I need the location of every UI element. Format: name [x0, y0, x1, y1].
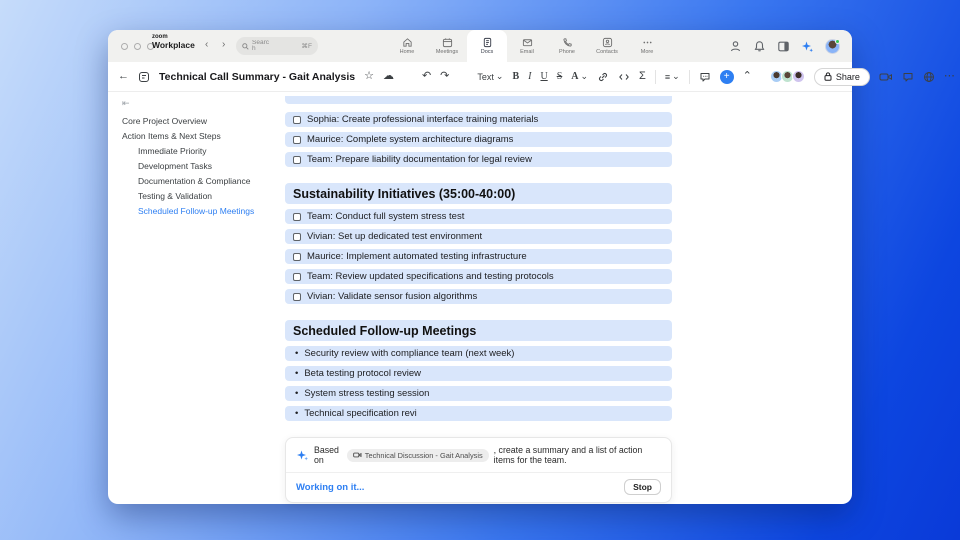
bullet-label: • Beta testing protocol review [295, 368, 421, 379]
tab-email[interactable]: Email [507, 30, 547, 62]
document-content [285, 96, 672, 503]
collaborator-avatar[interactable] [792, 70, 805, 83]
checkbox[interactable] [293, 233, 301, 241]
bullet-row[interactable] [285, 346, 672, 361]
header-right-icons [729, 30, 840, 62]
sidebar-item-action-items[interactable]: Action Items & Next Steps [122, 131, 221, 141]
back-arrow-icon[interactable]: ← [118, 70, 129, 82]
bullet-label: • System stress testing session [295, 388, 429, 399]
checkbox[interactable] [293, 136, 301, 144]
phone-icon [562, 37, 573, 48]
tab-phone[interactable]: Phone [547, 30, 587, 62]
nav-forward-icon[interactable]: › [222, 39, 226, 50]
toolbar-divider [689, 70, 690, 84]
profile-icon[interactable] [729, 40, 742, 53]
notifications-bell-icon[interactable] [753, 40, 766, 53]
section-heading-sustainability: Sustainability Initiatives (35:00-40:00) [285, 183, 672, 204]
sidebar-item-development-tasks[interactable]: Development Tasks [138, 161, 213, 171]
chevron-down-icon: ⌄ [495, 71, 504, 81]
doc-icon [482, 37, 493, 48]
align-icon: ≡ [664, 71, 671, 82]
checkbox[interactable] [293, 213, 301, 221]
text-style-dropdown[interactable]: Text ⌄ [477, 71, 504, 82]
collaborator-avatars [770, 70, 805, 83]
comment-icon[interactable] [699, 71, 711, 83]
task-row[interactable] [285, 112, 672, 127]
globe-icon[interactable] [923, 71, 935, 83]
doc-home-icon[interactable] [138, 71, 150, 83]
calendar-icon [442, 37, 453, 48]
task-label: Sophia: Create professional interface training materials [307, 114, 539, 125]
bullet-label: • Security review with compliance team (next week) [295, 348, 514, 359]
sidebar-item-scheduled-follow-up-meetings[interactable]: Scheduled Follow-up Meetings [138, 206, 255, 216]
code-icon[interactable] [618, 71, 630, 83]
task-label: Vivian: Set up dedicated test environment [307, 231, 483, 242]
bold-button[interactable]: B [512, 70, 520, 82]
contacts-icon [602, 37, 613, 48]
task-label: Maurice: Complete system architecture diagrams [307, 134, 514, 145]
sidebar-item-testing-validation[interactable]: Testing & Validation [138, 191, 213, 201]
doc-title: Technical Call Summary - Gait Analysis [159, 70, 356, 83]
presence-dot [835, 39, 840, 44]
chevron-down-icon: ⌄ [580, 71, 589, 81]
recording-icon [353, 451, 362, 459]
undo-icon[interactable]: ↶ [421, 70, 432, 82]
lock-icon [824, 72, 832, 81]
share-button[interactable]: Share [814, 68, 870, 86]
search-placeholder: Search [252, 39, 269, 52]
formula-sigma-icon[interactable]: Σ [639, 70, 646, 82]
ai-prompt-prefix: Based on [314, 445, 339, 465]
sidebar-item-immediate-priority[interactable]: Immediate Priority [138, 146, 207, 156]
window-controls[interactable] [121, 43, 154, 50]
source-doc-chip[interactable] [347, 449, 489, 462]
search-input[interactable] [236, 37, 318, 55]
main-tabs [387, 30, 667, 62]
redo-icon[interactable]: ↷ [440, 70, 450, 82]
video-camera-icon[interactable] [879, 71, 893, 83]
ai-status-text: Working on it... [296, 481, 365, 493]
ai-prompt-suffix: , create a summary and a list of action items for the team. [493, 445, 643, 465]
mail-icon [522, 37, 533, 48]
checkbox[interactable] [293, 156, 301, 164]
app-window [108, 30, 955, 504]
task-label: Maurice: Implement automated testing infrastructure [307, 251, 527, 262]
underline-button[interactable]: U [540, 70, 548, 82]
source-doc-name: Technical Discussion - Gait Analysis [364, 450, 483, 460]
stop-button[interactable]: Stop [624, 479, 661, 495]
task-row[interactable] [285, 249, 672, 264]
strikethrough-button[interactable]: S [556, 70, 563, 82]
align-dropdown[interactable] [665, 71, 680, 82]
sidebar-item-core-project-overview[interactable]: Core Project Overview [122, 116, 208, 126]
chevron-down-icon: ⌄ [672, 71, 680, 81]
tab-contacts[interactable]: Contacts [587, 30, 627, 62]
task-row[interactable] [285, 209, 672, 224]
task-row[interactable] [285, 152, 672, 167]
cloud-saved-icon[interactable]: ☁ [382, 70, 394, 82]
italic-button[interactable]: I [528, 70, 532, 82]
task-label: Team: Review updated specifications and testing protocols [307, 271, 554, 282]
clipped-task-row [285, 96, 672, 104]
link-icon[interactable] [597, 71, 609, 83]
chat-bubble-icon[interactable] [902, 71, 914, 83]
ai-add-button[interactable]: + [720, 70, 734, 84]
home-icon [402, 37, 413, 48]
more-options-icon[interactable]: ⋯ [943, 70, 955, 82]
task-row[interactable] [285, 229, 672, 244]
search-icon [242, 43, 249, 50]
text-color-dropdown[interactable]: A ⌄ [571, 71, 589, 82]
bullet-row[interactable] [285, 406, 672, 421]
tab-docs[interactable]: Docs [467, 30, 507, 62]
sidebar-item-documentation-compliance[interactable]: Documentation & Compliance [138, 176, 251, 186]
close-window-icon[interactable] [121, 43, 128, 50]
collapse-toolbar-icon[interactable]: ⌃ [742, 70, 752, 82]
section-heading-meetings: Scheduled Follow-up Meetings [285, 320, 672, 341]
more-icon [642, 37, 653, 48]
tab-home[interactable]: Home [387, 30, 427, 62]
task-label: Team: Conduct full system stress test [307, 211, 465, 222]
ai-prompt-row [286, 438, 671, 472]
bullet-label: • Technical specification revi [295, 408, 417, 419]
user-avatar[interactable] [825, 39, 840, 54]
task-list-top [285, 112, 672, 167]
checkbox[interactable] [293, 273, 301, 281]
bullet-list-meetings [285, 346, 672, 421]
ai-generation-panel [285, 437, 672, 503]
task-row[interactable] [285, 132, 672, 147]
doc-toolbar [108, 62, 955, 92]
task-row[interactable] [285, 289, 672, 304]
bullet-row[interactable] [285, 366, 672, 381]
tab-meetings[interactable]: Meetings [427, 30, 467, 62]
ai-status-row [286, 473, 671, 502]
search-shortcut: ⌘F [301, 43, 312, 50]
bullet-row[interactable] [285, 386, 672, 401]
collapse-outline-icon[interactable]: ⇤ [122, 98, 130, 108]
task-row[interactable] [285, 269, 672, 284]
app-header [108, 30, 852, 62]
zoom-workplace-logo: zoom Workplace [152, 34, 195, 50]
toolbar-divider [655, 70, 656, 84]
task-list-sustainability [285, 209, 672, 304]
tab-more[interactable]: More [627, 30, 667, 62]
side-panel-toggle-icon[interactable] [777, 40, 790, 53]
task-label: Vivian: Validate sensor fusion algorithms [307, 291, 478, 302]
checkbox[interactable] [293, 253, 301, 261]
ai-sparkle-icon [296, 449, 309, 462]
ai-companion-sparkle-icon[interactable] [801, 40, 814, 53]
minimize-window-icon[interactable] [134, 43, 141, 50]
nav-back-icon[interactable]: ‹ [205, 39, 209, 50]
checkbox[interactable] [293, 116, 301, 124]
star-favorite-icon[interactable]: ☆ [364, 70, 374, 82]
task-label: Team: Prepare liability documentation for legal review [307, 154, 532, 165]
outline-sidebar [122, 98, 282, 222]
checkbox[interactable] [293, 293, 301, 301]
